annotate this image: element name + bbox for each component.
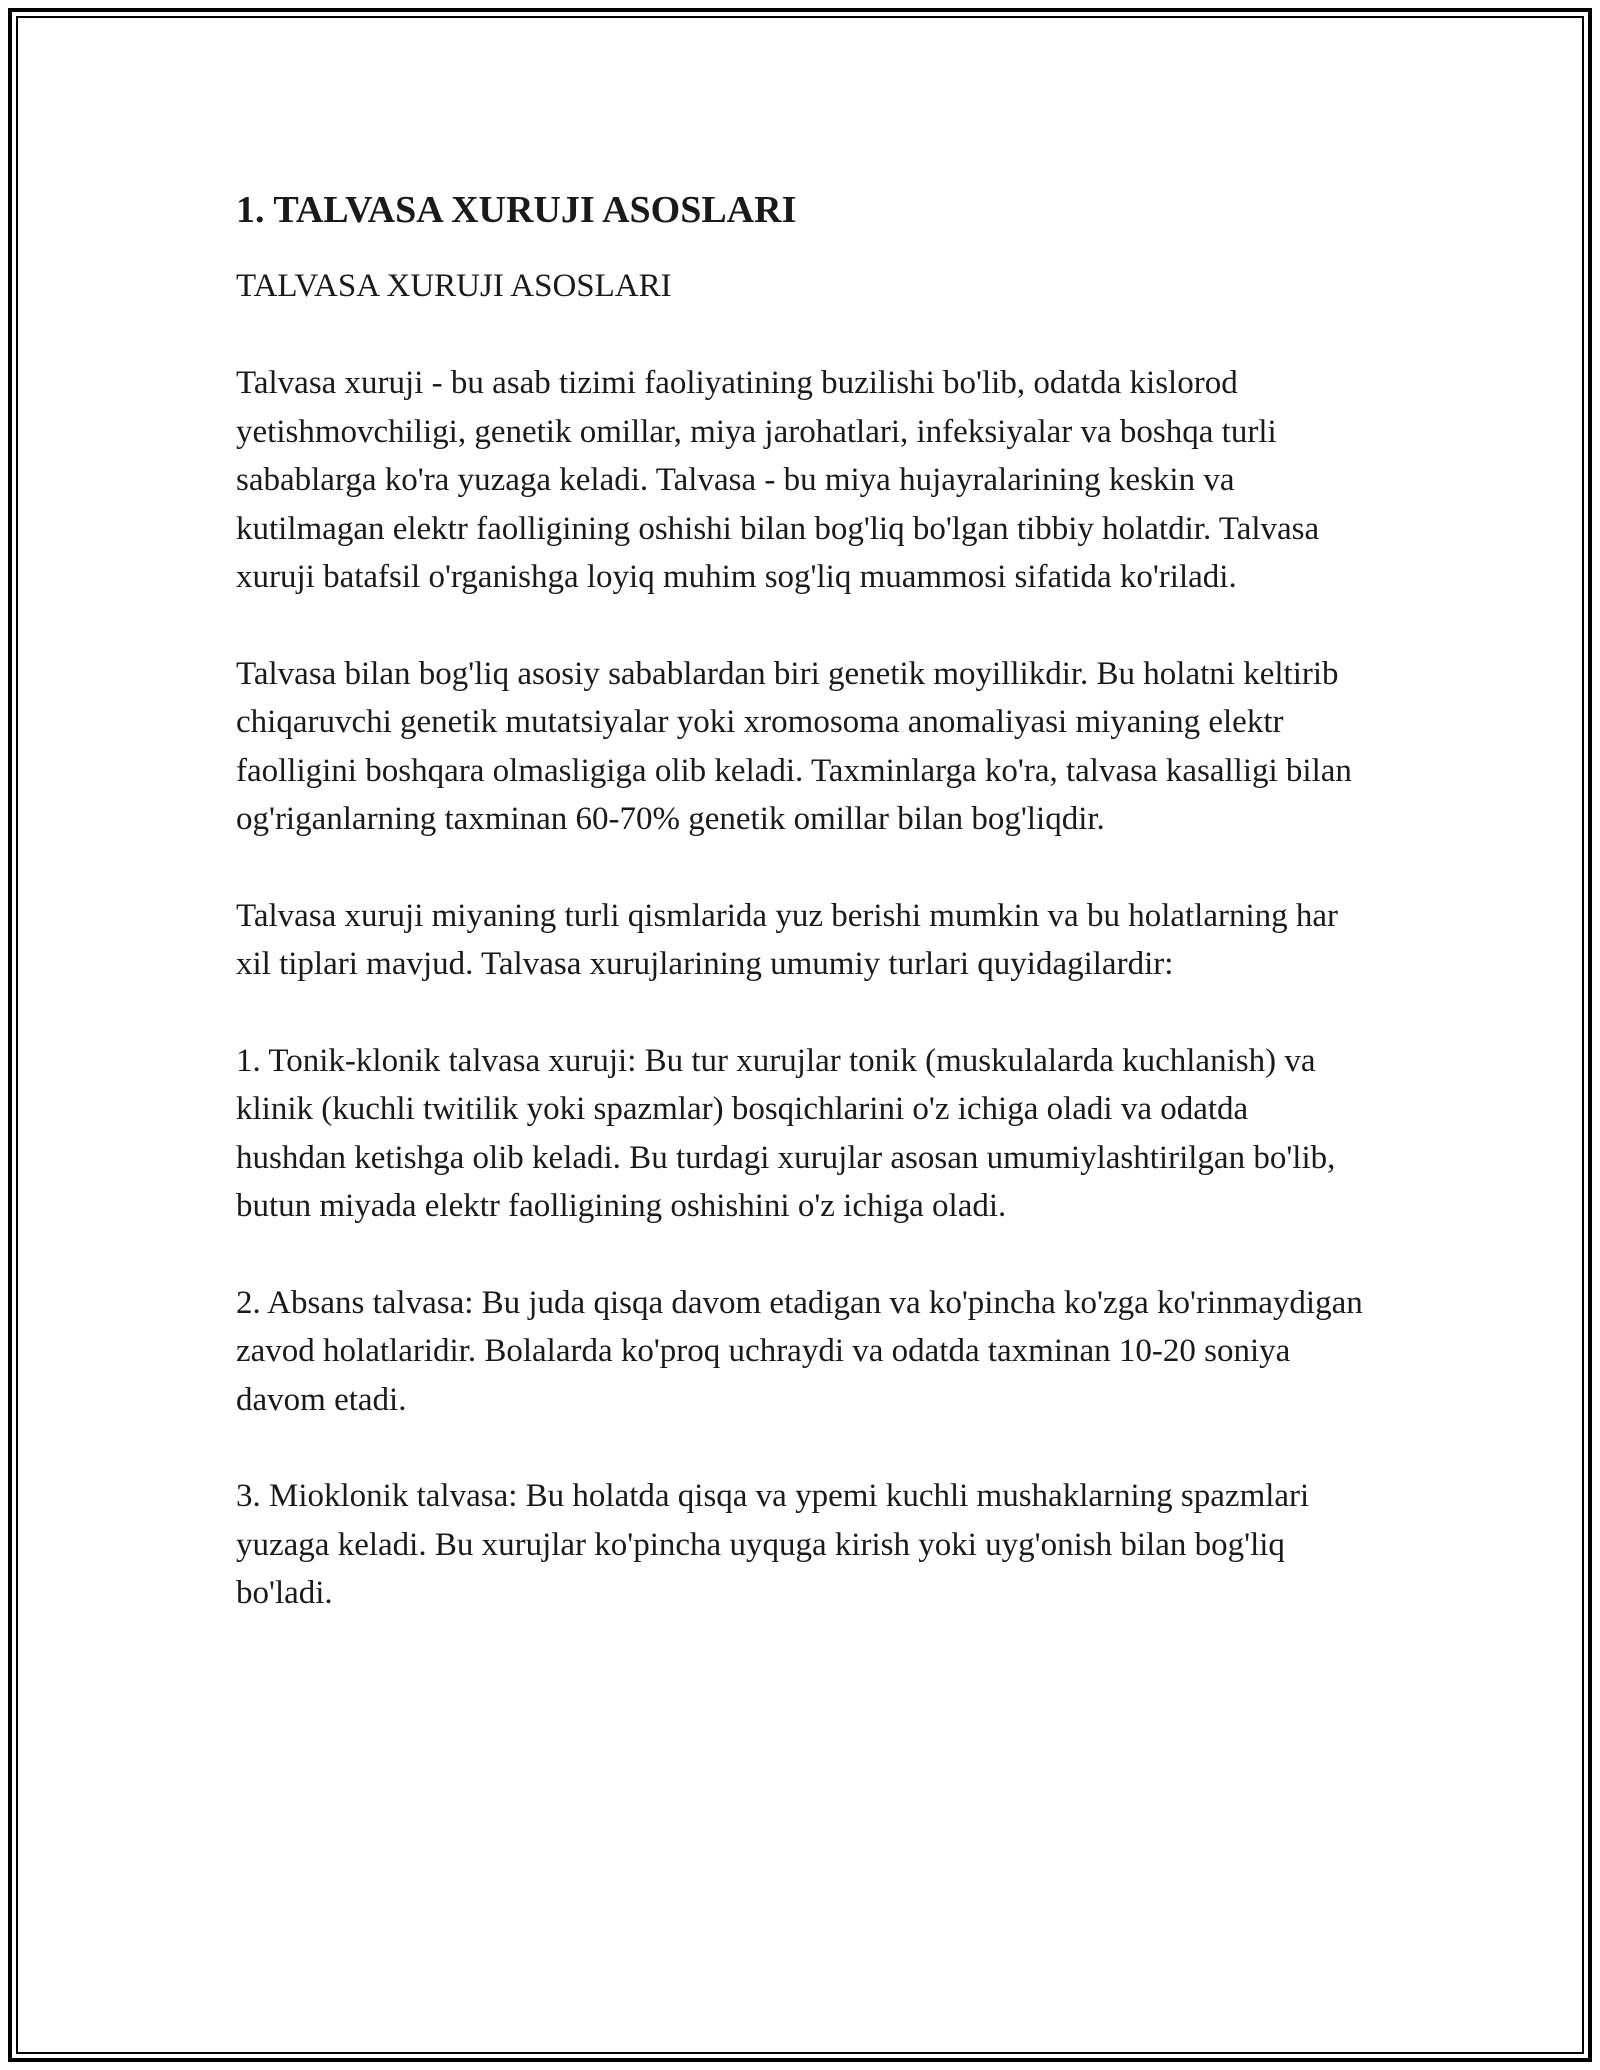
list-item-tonic-clonic: 1. Tonik-klonik talvasa xuruji: Bu tur xurujlar tonik (muskulalarda kuchlanish) va klinik (kuchli twitilik yoki spazmlar) bosqichlarini o'z ichiga oladi va odatda hushdan ketishga olib keladi. Bu turdagi xurujlar asosan umumiylashtirilgan bo'lib, butun miyada elektr faolligining oshishini o'z ichiga oladi. <box>236 1042 1336 1225</box>
paragraph-types-intro: Talvasa xuruji miyaning turli qismlarida yuz berishi mumkin va bu holatlarning har xil tiplari mavjud. Talvasa xurujlarining umumiy turlari quyidagilardir: <box>236 897 1339 983</box>
document-body <box>236 188 1366 1618</box>
document-title: 1. TALVASA XURUJI ASOSLARI <box>236 189 797 231</box>
document-subtitle: TALVASA XURUJI ASOSLARI <box>236 267 672 304</box>
paragraph-intro: Talvasa xuruji - bu asab tizimi faoliyatining buzilishi bo'lib, odatda kislorod yetishmovchiligi, genetik omillar, miya jarohatlari, infeksiyalar va boshqa turli sabablarga ko'ra yuzaga keladi. Talvasa - bu miya hujayralarining keskin va kutilmagan elektr faolligining oshishi bilan bog'liq bo'lgan tibbiy holatdir. Talvasa xuruji batafsil o'rganishga loyiq muhim sog'liq muammosi sifatida ko'riladi. <box>236 365 1320 596</box>
list-item-absence: 2. Absans talvasa: Bu juda qisqa davom etadigan va ko'pincha ko'zga ko'rinmaydigan zavod holatlaridir. Bolalarda ko'proq uchraydi va odatda taxminan 10-20 soniya davom etadi. <box>236 1284 1363 1418</box>
paragraph-genetics: Talvasa bilan bog'liq asosiy sabablardan biri genetik moyillikdir. Bu holatni keltirib chiqaruvchi genetik mutatsiyalar yoki xromosoma anomaliyasi miyaning elektr faolligini boshqara olmasligiga olib keladi. Taxminlarga ko'ra, talvasa kasalligi bilan og'riganlarning taxminan 60-70% genetik omillar bilan bog'liqdir. <box>236 655 1352 838</box>
list-item-myoclonic: 3. Mioklonik talvasa: Bu holatda qisqa va ypemi kuchli mushaklarning spazmlari yuzaga keladi. Bu xurujlar ko'pincha uyquga kirish yoki uyg'onish bilan bog'liq bo'ladi. <box>236 1478 1310 1612</box>
